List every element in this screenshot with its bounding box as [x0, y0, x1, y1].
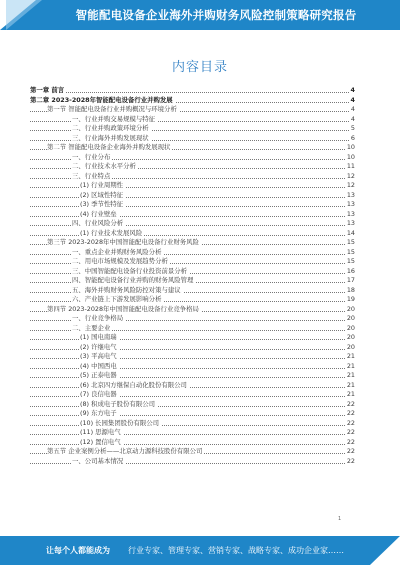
toc-entry-title: (11) 思源电气 [80, 428, 121, 436]
toc-entry-title: 六、产业链上下游发展影响分析 [72, 295, 162, 303]
toc-entry-title: (8) 积成电子股份有限公司 [80, 399, 155, 408]
footer-roles-text: 行业专家、管理专家、营销专家、战略专家、成功企业家…… [128, 546, 344, 555]
toc-entry[interactable] [30, 200, 355, 210]
toc-entry[interactable] [30, 447, 355, 457]
toc-entry-title: 一、行业并购交易规模与特征 [72, 114, 156, 123]
toc-entry-title: (2) 许继电气 [80, 342, 117, 351]
toc-entry-page: 22 [346, 456, 355, 465]
toc-entry-title: 第二章 2023-2028年智能配电设备行业并购发展 [30, 95, 173, 104]
toc-entry-title: (2) 区域性特征 [80, 190, 124, 199]
toc-entry[interactable] [30, 428, 355, 438]
toc-entry-title: 四、行业风险分析 [72, 219, 124, 227]
toc-entry-page: 15 [346, 247, 355, 256]
toc-entry-page: 19 [346, 295, 355, 303]
toc-entry-title: 三、行业海外并购发展现状 [72, 133, 149, 142]
toc-entry[interactable] [30, 409, 355, 419]
toc-entry-title: 三、中国智能配电设备行业投资前景分析 [72, 266, 188, 275]
toc-entry[interactable] [30, 295, 355, 305]
toc-entry-title: (7) 良信电器 [80, 390, 117, 398]
toc-entry-page: 22 [346, 428, 355, 436]
page-indicator: 1 [338, 516, 342, 522]
toc-entry-page: 13 [346, 209, 355, 218]
toc-entry-page: 4 [350, 105, 355, 113]
toc-entry-title: (3) 平高电气 [80, 352, 117, 360]
toc-entry[interactable] [30, 333, 355, 343]
toc-entry-page: 20 [346, 314, 355, 322]
toc-entry-title: 第一节 智能配电设备行业并购概况与环境分析 [47, 105, 177, 113]
toc-entry-title: (10) 长园集团股份有限公司 [80, 418, 160, 427]
toc-entry-page: 6 [350, 133, 355, 142]
toc-entry[interactable] [30, 124, 355, 134]
toc-entry-title: (1) 行业周期性 [80, 181, 124, 189]
toc-entry[interactable] [30, 191, 355, 201]
toc-entry[interactable] [30, 210, 355, 220]
toc-entry[interactable] [30, 86, 355, 96]
toc-entry-page: 4 [350, 86, 355, 94]
toc-entry-page: 12 [346, 171, 355, 180]
toc-entry-title: (12) 置信电气 [80, 437, 121, 446]
toc-entry-title: 三、行业特点 [72, 171, 111, 180]
toc-entry[interactable] [30, 362, 355, 372]
toc-entry-title: 五、海外并购财务风险防控对策与建议 [72, 285, 181, 294]
header-banner [0, 0, 400, 30]
toc-entry-page: 20 [346, 333, 355, 341]
toc-entry[interactable] [30, 172, 355, 182]
toc-entry[interactable] [30, 314, 355, 324]
toc-entry-page: 4 [350, 95, 355, 104]
toc-entry-page: 21 [346, 361, 355, 370]
toc-entry-page: 21 [346, 390, 355, 398]
toc-entry[interactable] [30, 267, 355, 277]
toc-entry-title: 四、智能配电设备行业并购的财务风险管理 [72, 276, 194, 284]
toc-entry-page: 11 [346, 162, 355, 170]
toc-entry[interactable] [30, 343, 355, 353]
toc-entry-title: 二、行业并购政策环境分析 [72, 124, 149, 132]
toc-entry[interactable] [30, 153, 355, 163]
toc-entry-title: (4) 行业壁垒 [80, 209, 117, 218]
toc-entry-page: 12 [346, 181, 355, 189]
table-of-contents [30, 86, 355, 466]
toc-entry-page: 4 [350, 114, 355, 123]
footer-corner-cut [370, 536, 400, 565]
toc-entry-page: 20 [346, 323, 355, 332]
toc-entry[interactable] [30, 324, 355, 334]
toc-entry-title: 二、行业技术水平分析 [72, 162, 136, 170]
toc-entry-page: 21 [346, 380, 355, 389]
toc-entry-page: 22 [346, 418, 355, 427]
toc-entry-title: 一、行业竞争格局 [72, 314, 124, 322]
toc-entry[interactable] [30, 229, 355, 239]
toc-entry-title: 二、用电市场规模及发展趋势分析 [72, 257, 168, 265]
toc-entry-page: 21 [346, 371, 355, 379]
toc-entry-title: 第三节 2023-2028年中国智能配电设备行业财务风险 [47, 238, 199, 246]
toc-entry[interactable] [30, 371, 355, 381]
toc-entry[interactable] [30, 248, 355, 258]
toc-entry[interactable] [30, 115, 355, 125]
toc-entry-page: 22 [346, 399, 355, 408]
toc-entry-page: 16 [346, 266, 355, 275]
toc-entry-page: 17 [346, 276, 355, 284]
toc-entry-title: 一、行业分布 [72, 152, 111, 161]
header-accent-stripe [6, 0, 42, 30]
toc-entry-page: 10 [346, 152, 355, 161]
toc-entry-page: 13 [346, 190, 355, 199]
toc-entry-title: (9) 东方电子 [80, 409, 117, 417]
toc-entry[interactable] [30, 181, 355, 191]
toc-entry-page: 10 [346, 143, 355, 151]
toc-entry-title: 第五节 企业案例分析——北京动力源科技股份有限公司 [47, 447, 203, 455]
toc-heading: 内容目录 [171, 60, 228, 75]
toc-entry-page: 15 [346, 238, 355, 246]
toc-entry[interactable] [30, 162, 355, 172]
toc-entry[interactable] [30, 419, 355, 429]
toc-entry-page: 18 [346, 285, 355, 294]
toc-entry-page: 14 [346, 228, 355, 237]
toc-entry-title: (4) 中国西电 [80, 361, 117, 370]
toc-entry[interactable] [30, 390, 355, 400]
toc-entry-page: 20 [346, 304, 355, 313]
toc-entry[interactable] [30, 438, 355, 448]
toc-entry[interactable] [30, 257, 355, 267]
toc-entry-title: (1) 行业技术发展风险 [80, 228, 143, 237]
toc-entry-page: 22 [346, 409, 355, 417]
toc-entry[interactable] [30, 96, 355, 106]
footer-lead-text: 让每个人都能成为 [46, 546, 110, 555]
toc-entry-page: 22 [346, 447, 355, 455]
toc-entry-page: 21 [346, 352, 355, 360]
toc-entry-page: 5 [350, 124, 355, 132]
toc-entry-page: 20 [346, 342, 355, 351]
toc-entry-title: 第四节 2023-2028年中国智能配电设备行业竞争格局 [47, 304, 199, 313]
toc-entry-title: (6) 北京四方继保自动化股份有限公司 [80, 380, 187, 389]
toc-entry[interactable] [30, 286, 355, 296]
toc-entry-title: (1) 国电南瑞 [80, 333, 117, 341]
toc-entry[interactable] [30, 457, 355, 467]
toc-entry-title: 一、公司基本情况 [72, 456, 124, 465]
footer-banner [0, 536, 400, 565]
toc-entry-title: 一、重点企业并购财务风险分析 [72, 247, 162, 256]
toc-entry-title: 第一章 前言 [30, 86, 65, 94]
toc-entry[interactable] [30, 381, 355, 391]
toc-entry[interactable] [30, 238, 355, 248]
toc-entry[interactable] [30, 105, 355, 115]
toc-entry-page: 13 [346, 219, 355, 227]
toc-entry-page: 13 [346, 200, 355, 208]
toc-entry-title: (5) 正泰电器 [80, 371, 117, 379]
toc-entry-title: 二、主要企业 [72, 323, 111, 332]
toc-entry-page: 15 [346, 257, 355, 265]
toc-entry[interactable] [30, 276, 355, 286]
report-title: 智能配电设备企业海外并购财务风险控制策略研究报告 [75, 8, 357, 22]
toc-entry[interactable] [30, 143, 355, 153]
toc-entry-title: (3) 季节性特征 [80, 200, 124, 208]
toc-entry[interactable] [30, 134, 355, 144]
toc-entry[interactable] [30, 400, 355, 410]
toc-entry[interactable] [30, 352, 355, 362]
toc-entry-title: 第二节 智能配电设备企业海外并购发展现状 [47, 143, 171, 151]
toc-entry[interactable] [30, 219, 355, 229]
toc-entry-page: 22 [346, 437, 355, 446]
toc-entry[interactable] [30, 305, 355, 315]
